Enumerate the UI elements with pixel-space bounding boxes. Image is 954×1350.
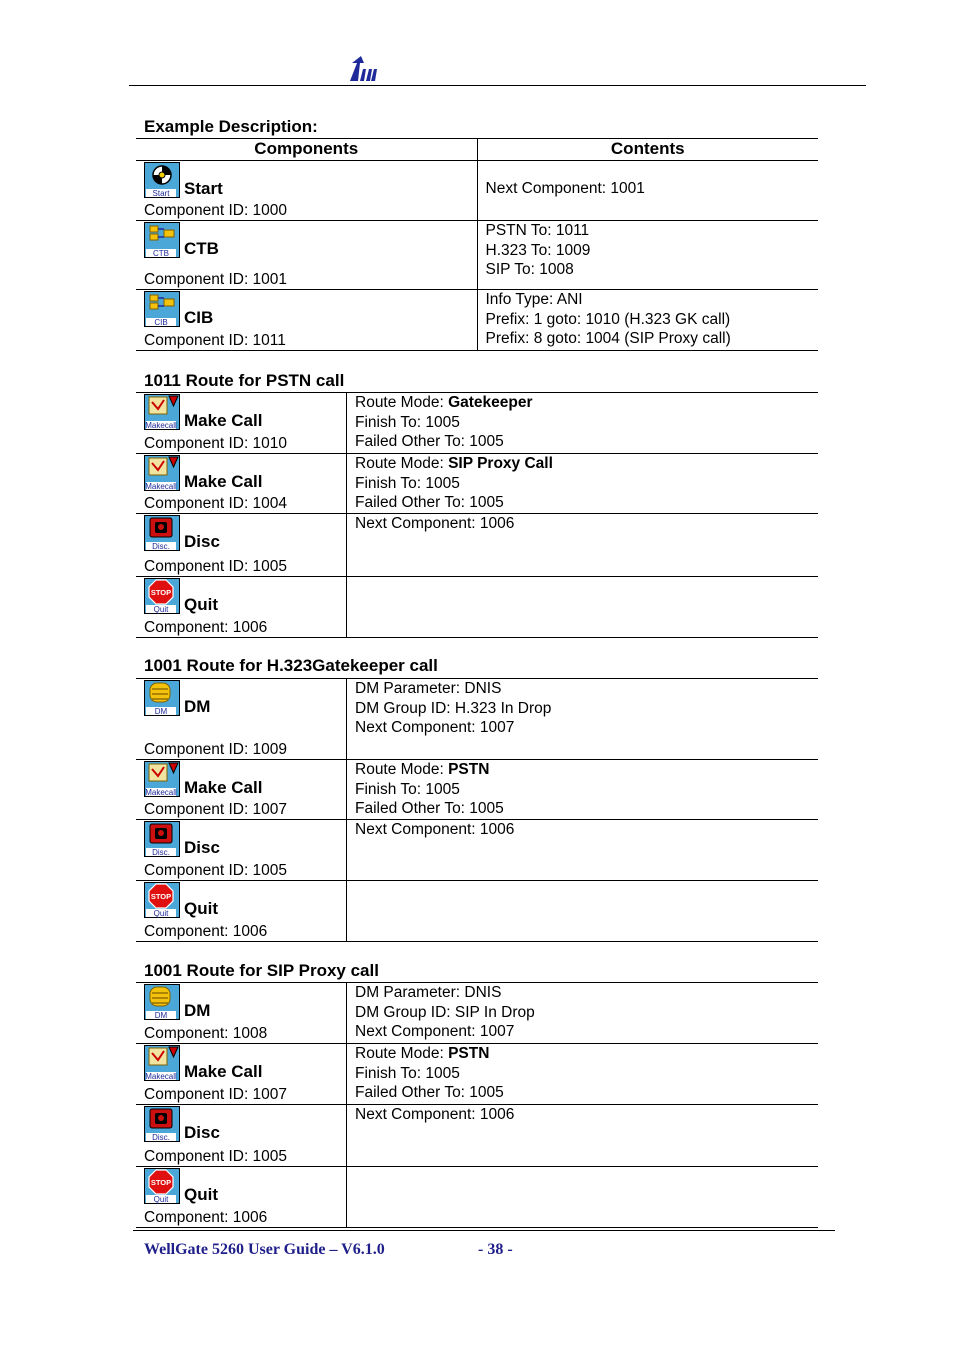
component-cell <box>136 760 347 820</box>
content-text: Finish To: 1005 <box>355 413 460 431</box>
component-id: Component: 1006 <box>144 619 268 636</box>
contents-cell <box>347 393 819 454</box>
content-value: PSTN <box>448 1045 490 1062</box>
content-line <box>486 310 819 330</box>
component-cell <box>136 290 477 351</box>
footer-title: WellGate 5260 User Guide – V6.1.0 <box>144 1241 385 1258</box>
content-text: Failed Other To: 1005 <box>355 800 504 817</box>
icon-caption: Disc. <box>152 1133 170 1142</box>
content-line <box>355 1083 818 1103</box>
icon-caption: Makecall <box>145 421 177 430</box>
content-line <box>355 679 818 699</box>
table-row <box>136 290 818 351</box>
component-name-row <box>136 983 346 1020</box>
component-name-row <box>136 290 477 327</box>
table-row <box>136 820 818 881</box>
component-name: Make Call <box>184 1062 263 1081</box>
component-id: Component ID: 1007 <box>144 1086 288 1103</box>
content-text: Next Component: 1007 <box>355 719 515 736</box>
content-line <box>355 1003 818 1023</box>
content-line <box>355 799 818 819</box>
component-name: CTB <box>184 239 219 258</box>
table-row <box>136 454 818 514</box>
contents-cell <box>347 983 819 1044</box>
contents-cell <box>347 1044 819 1105</box>
component-cell <box>136 881 347 942</box>
content-text: DM Parameter: DNIS <box>355 984 502 1001</box>
content-line <box>355 760 818 780</box>
component-id: Component: 1008 <box>144 1025 268 1042</box>
component-cell <box>136 1105 347 1167</box>
content-text: Prefix: 1 goto: 1010 (H.323 GK call) <box>485 310 731 328</box>
content-line <box>355 820 818 840</box>
sip-section-title: 1001 Route for SIP Proxy call <box>144 961 379 980</box>
component-name: Quit <box>184 595 218 614</box>
table-row <box>136 983 818 1044</box>
disc-icon <box>144 1106 180 1142</box>
h323-table <box>136 678 818 942</box>
component-cell <box>136 983 347 1044</box>
icon-caption: Quit <box>153 909 169 918</box>
component-id: Component ID: 1000 <box>144 202 288 219</box>
content-text: SIP To: 1008 <box>485 261 574 278</box>
stop-sign-text: STOP <box>150 892 172 901</box>
content-line <box>355 1022 818 1042</box>
header-rule <box>129 85 866 86</box>
ctb-icon <box>144 222 180 258</box>
example-table <box>136 138 818 351</box>
component-id: Component ID: 1010 <box>144 435 288 452</box>
content-line <box>486 221 819 241</box>
content-line <box>355 1044 818 1064</box>
content-line <box>355 1064 818 1084</box>
contents-cell <box>347 820 819 881</box>
content-text: Finish To: 1005 <box>355 780 460 798</box>
icon-caption: Disc. <box>152 848 170 857</box>
content-text: Failed Other To: 1005 <box>355 494 504 511</box>
table-row <box>136 161 818 221</box>
content-line <box>486 260 819 280</box>
component-name: Make Call <box>184 411 263 430</box>
content-text: Finish To: 1005 <box>355 474 460 492</box>
table-row <box>136 577 818 638</box>
content-text: DM Group ID: H.323 In Drop <box>355 699 552 717</box>
content-text: Failed Other To: 1005 <box>355 1084 504 1101</box>
content-line <box>355 454 818 474</box>
component-cell <box>136 1044 347 1105</box>
content-text: DM Parameter: DNIS <box>355 680 502 697</box>
component-cell <box>136 161 477 221</box>
contents-cell <box>477 221 818 290</box>
contents-cell <box>347 1105 819 1167</box>
component-name-row <box>136 820 346 857</box>
component-name-row <box>136 454 346 491</box>
component-name: Quit <box>184 1185 218 1204</box>
component-id: Component: 1006 <box>144 1209 268 1226</box>
component-id: Component ID: 1004 <box>144 495 288 512</box>
component-id: Component ID: 1001 <box>144 271 288 288</box>
contents-cell <box>347 760 819 820</box>
content-text: Route Mode: <box>355 1045 449 1062</box>
stop-sign-text: STOP <box>150 1178 172 1187</box>
component-cell <box>136 679 347 760</box>
table-row <box>136 1167 818 1228</box>
component-name-row <box>136 679 346 716</box>
component-name-row <box>136 221 477 258</box>
content-text: Next Component: 1006 <box>355 515 515 532</box>
contents-cell <box>477 290 818 351</box>
quit-icon <box>144 578 180 614</box>
start-icon <box>144 162 180 198</box>
icon-caption: Makecall <box>145 1072 177 1081</box>
component-cell <box>136 820 347 881</box>
content-text: DM Group ID: SIP In Drop <box>355 1003 535 1021</box>
component-name: Disc <box>184 532 220 551</box>
icon-caption: DM <box>154 707 168 716</box>
content-value: SIP Proxy Call <box>448 455 553 472</box>
cib-icon <box>144 291 180 327</box>
contents-header: Contents <box>610 139 685 158</box>
component-name: Start <box>184 179 223 198</box>
makecall-icon <box>144 394 180 430</box>
content-text: Info Type: ANI <box>485 291 583 308</box>
makecall-icon <box>144 761 180 797</box>
content-text: Route Mode: <box>355 394 449 411</box>
content-text: Next Component: 1006 <box>355 1106 515 1123</box>
icon-caption: Quit <box>153 605 169 614</box>
dm-icon <box>144 680 180 716</box>
icon-caption: Quit <box>153 1195 169 1204</box>
content-line <box>486 179 819 199</box>
component-id: Component ID: 1005 <box>144 862 288 879</box>
content-text: Route Mode: <box>355 761 449 778</box>
icon-caption: Makecall <box>145 788 177 797</box>
component-name-row <box>136 161 477 198</box>
component-name-row <box>136 577 346 614</box>
content-line <box>355 699 818 719</box>
content-value: PSTN <box>448 761 490 778</box>
component-cell <box>136 454 347 514</box>
footer-rule <box>133 1230 835 1231</box>
content-line <box>486 241 819 261</box>
table-row <box>136 514 818 577</box>
table-row <box>136 1105 818 1167</box>
component-name: CIB <box>184 308 214 327</box>
component-name-row <box>136 393 346 430</box>
content-line <box>355 718 818 738</box>
content-line <box>355 393 818 413</box>
content-line <box>355 780 818 800</box>
component-id: Component ID: 1005 <box>144 558 288 575</box>
table-row <box>136 760 818 820</box>
content-text: Route Mode: <box>355 455 449 472</box>
component-cell <box>136 1167 347 1228</box>
component-id: Component ID: 1007 <box>144 801 288 818</box>
component-name: Make Call <box>184 472 263 491</box>
contents-cell <box>347 881 819 942</box>
component-id: Component ID: 1011 <box>144 332 286 349</box>
component-name-row <box>136 760 346 797</box>
contents-cell <box>347 514 819 577</box>
component-name: Make Call <box>184 778 263 797</box>
content-text: Prefix: 8 goto: 1004 (SIP Proxy call) <box>485 330 731 347</box>
component-name: Disc <box>184 838 220 857</box>
contents-cell <box>347 679 819 760</box>
icon-caption: DM <box>154 1011 168 1020</box>
content-text: Failed Other To: 1005 <box>355 433 504 450</box>
content-line <box>355 514 818 534</box>
icon-caption: CTB <box>153 249 169 258</box>
icon-caption: CIB <box>154 318 168 327</box>
quit-icon <box>144 882 180 918</box>
example-section-title: Example Description: <box>144 117 318 136</box>
component-name-row <box>136 514 346 551</box>
table-row <box>136 679 818 760</box>
page-number: - 38 - <box>478 1241 513 1258</box>
component-cell <box>136 221 477 290</box>
content-line <box>355 474 818 494</box>
content-line <box>355 432 818 452</box>
table-row <box>136 393 818 454</box>
table-row <box>136 1044 818 1105</box>
icon-caption: Makecall <box>145 482 177 491</box>
icon-caption: Disc. <box>152 542 170 551</box>
content-text: Next Component: 1006 <box>355 821 515 838</box>
h323-section-title: 1001 Route for H.323Gatekeeper call <box>144 656 438 675</box>
disc-icon <box>144 821 180 857</box>
content-line <box>355 1105 818 1125</box>
makecall-icon <box>144 455 180 491</box>
content-value: Gatekeeper <box>448 394 533 411</box>
component-name-row <box>136 1167 346 1204</box>
quit-icon <box>144 1168 180 1204</box>
content-line <box>355 413 818 433</box>
component-name: DM <box>184 697 211 716</box>
contents-cell <box>347 454 819 514</box>
component-name-row <box>136 1105 346 1142</box>
component-name: Quit <box>184 899 218 918</box>
component-name-row <box>136 1044 346 1081</box>
content-line <box>355 493 818 513</box>
company-logo-icon <box>348 55 378 83</box>
disc-icon <box>144 515 180 551</box>
pstn-section-title: 1011 Route for PSTN call <box>144 371 345 390</box>
component-name-row <box>136 881 346 918</box>
stop-sign-text: STOP <box>150 588 172 597</box>
content-text: Finish To: 1005 <box>355 1064 460 1082</box>
component-name: DM <box>184 1001 211 1020</box>
component-id: Component ID: 1005 <box>144 1148 288 1165</box>
content-line <box>486 290 819 310</box>
component-name: Disc <box>184 1123 220 1142</box>
content-text: PSTN To: 1011 <box>485 222 590 239</box>
icon-caption: Start <box>152 189 170 198</box>
contents-cell <box>347 577 819 638</box>
table-header-row <box>136 139 818 161</box>
components-header: Components <box>136 139 477 161</box>
content-text: Next Component: 1007 <box>355 1023 515 1040</box>
pstn-table <box>136 392 818 638</box>
component-cell <box>136 393 347 454</box>
dm-icon <box>144 984 180 1020</box>
content-text: Next Component: 1001 <box>485 180 645 197</box>
component-cell <box>136 577 347 638</box>
content-text: H.323 To: 1009 <box>485 241 591 259</box>
component-id: Component: 1006 <box>144 923 268 940</box>
sip-table <box>136 982 818 1228</box>
table-row <box>136 881 818 942</box>
component-cell <box>136 514 347 577</box>
content-line <box>486 329 819 349</box>
component-id: Component ID: 1009 <box>144 741 288 758</box>
table-row <box>136 221 818 290</box>
content-line <box>355 983 818 1003</box>
makecall-icon <box>144 1045 180 1081</box>
contents-cell <box>347 1167 819 1228</box>
contents-cell <box>477 161 818 221</box>
